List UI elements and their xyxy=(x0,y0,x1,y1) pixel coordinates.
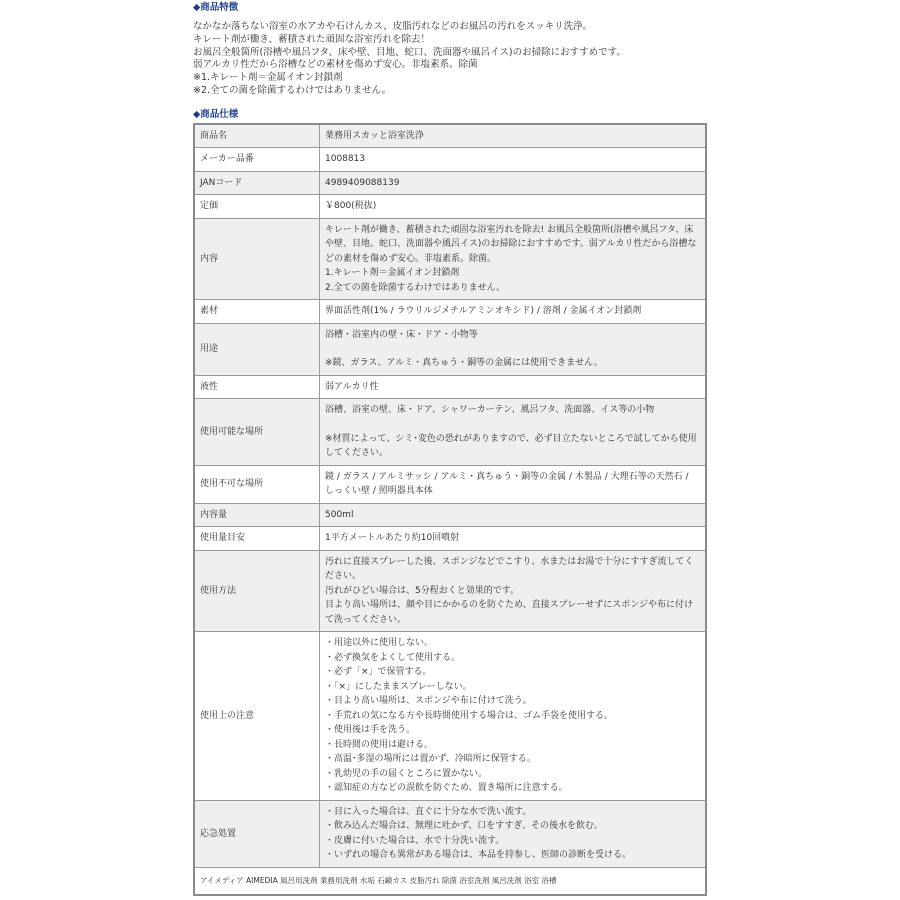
spec-label: 商品名 xyxy=(194,124,320,148)
spec-label: メーカー品番 xyxy=(194,148,320,172)
spec-value-line: 界面活性剤(1% / ラウリルジメチルアミンオキシド) / 溶剤 / 金属イオン封鎖剤 xyxy=(325,306,642,317)
spec-value-line: 鏡 / ガラス / アルミサッシ / アルミ・真ちゅう・銅等の金属 / 木製品 / 大理石等の天然石 / しっくい壁 / 照明器具本体 xyxy=(325,471,689,497)
features-line: ※1.キレート剤＝金属イオン封鎖剤 xyxy=(193,72,343,84)
spec-value-line: ・手荒れの気になる方や長時間使用する場合は、ゴム手袋を使用する。 xyxy=(325,710,614,721)
spec-value xyxy=(320,800,707,867)
spec-value xyxy=(320,323,707,375)
spec-value-line: 汚れに直接スプレーした後、スポンジなどでこすり、水またはお湯で十分にすすぎ流してください。 xyxy=(325,556,694,582)
spec-value xyxy=(320,218,707,300)
spec-label: 応急処置 xyxy=(194,800,320,867)
features-line: なかなか落ちない浴室の水アカや石けんカス、皮脂汚れなどのお風呂の汚れをスッキリ洗浄。 xyxy=(193,21,593,32)
spec-value xyxy=(320,503,707,527)
spec-value-line: 弱アルカリ性 xyxy=(325,381,379,392)
keywords-row xyxy=(194,867,706,895)
spec-value-line: キレート剤が働き、蓄積された頑固な浴室汚れを除去! お風呂全般箇所(浴槽や風呂フタ、床や壁、目地、蛇口、洗面器や風呂イス)のお掃除におすすめです。弱アルカリ性だから浴槽などの素材を傷めず安心。非塩素系。除菌。 xyxy=(325,224,697,264)
spec-label: 使用上の注意 xyxy=(194,632,320,801)
features-line: 弱アルカリ性だから浴槽などの素材を傷めず安心。非塩素系。除菌 xyxy=(193,59,478,71)
spec-value-line: ・目より高い場所は、スポンジや布に付けて洗う。 xyxy=(325,696,532,707)
features-text xyxy=(193,21,707,98)
keywords-text: アイメディア AIMEDIA 風呂用洗剤 業務用洗剤 水垢 石鹸カス 皮脂汚れ 除菌 浴室洗剤 風呂洗剤 浴室 浴槽 xyxy=(194,867,706,895)
spec-label: 使用方法 xyxy=(194,550,320,632)
table-row xyxy=(194,800,706,867)
spec-value-line: ・乳幼児の手の届くところに置かない。 xyxy=(325,768,488,779)
spec-value-line xyxy=(325,342,700,356)
table-row xyxy=(194,375,706,399)
spec-label: JANコード xyxy=(194,171,320,195)
spec-value xyxy=(320,148,707,172)
spec-value-line: ・必ず「×」で保管する。 xyxy=(325,667,432,678)
spec-value xyxy=(320,171,707,195)
spec-value xyxy=(320,465,707,503)
table-row xyxy=(194,300,706,324)
spec-value xyxy=(320,550,707,632)
spec-table xyxy=(193,123,707,897)
table-row xyxy=(194,124,706,148)
table-row xyxy=(194,171,706,195)
spec-value-line: 500ml xyxy=(325,509,354,520)
spec-value-line: ・長時間の使用は避ける。 xyxy=(325,739,434,750)
spec-value-line: ・用途以外に使用しない。 xyxy=(325,638,434,649)
spec-value xyxy=(320,375,707,399)
spec-label: 液性 xyxy=(194,375,320,399)
spec-value-line: 1平方メートルあたり約10回噴射 xyxy=(325,533,460,544)
table-row xyxy=(194,399,706,466)
spec-label: 内容量 xyxy=(194,503,320,527)
spec-value-line: 浴槽・浴室内の壁・床・ドア・小物等 xyxy=(325,329,478,340)
table-row xyxy=(194,195,706,219)
spec-value-line: 2.全ての菌を除菌するわけではありません。 xyxy=(325,282,506,293)
spec-label: 素材 xyxy=(194,300,320,324)
product-description xyxy=(193,0,707,896)
spec-value-line: 浴槽、浴室の壁、床・ドア、シャワーカーテン、風呂フタ、洗面器、イス等の小物 xyxy=(325,405,655,416)
spec-value-line: ￥800(税抜) xyxy=(325,201,377,212)
table-row xyxy=(194,527,706,551)
features-line: お風呂全般箇所(浴槽や風呂フタ、床や壁、目地、蛇口、洗面器や風呂イス)のお掃除におすすめです。 xyxy=(193,46,626,58)
features-line: キレート剤が働き、蓄積された頑固な浴室汚れを除去！ xyxy=(193,33,431,45)
features-line: ※2.全ての菌を除菌するわけではありません。 xyxy=(193,84,392,96)
spec-value xyxy=(320,399,707,466)
spec-value xyxy=(320,124,707,148)
spec-value xyxy=(320,632,707,801)
spec-value-line: 汚れがひどい場合は、5分程おくと効果的です。 xyxy=(325,585,520,596)
spec-value-line: 4989409088139 xyxy=(325,177,400,188)
table-row xyxy=(194,218,706,300)
table-row xyxy=(194,632,706,801)
spec-value xyxy=(320,195,707,219)
spec-value-line: ・認知症の方などの誤飲を防ぐため、置き場所に注意する。 xyxy=(325,783,568,794)
spec-value-line: ・高温･多湿の場所には置かず、冷暗所に保管する。 xyxy=(325,754,536,765)
table-row xyxy=(194,503,706,527)
spec-label: 定価 xyxy=(194,195,320,219)
spec-label: 使用可能な場所 xyxy=(194,399,320,466)
table-row xyxy=(194,323,706,375)
spec-value-line: ・飲み込んだ場合は、無理に吐かず、口をすすぎ、その後水を飲む。 xyxy=(325,821,604,832)
table-row xyxy=(194,148,706,172)
table-row xyxy=(194,465,706,503)
spec-label: 用途 xyxy=(194,323,320,375)
spec-value-line: ※鏡、ガラス、アルミ・真ちゅう・銅等の金属には使用できません。 xyxy=(325,358,603,369)
spec-value-line: ・皮膚に付いた場合は、水で十分洗い流す。 xyxy=(325,835,505,846)
spec-heading: ◆商品仕様 xyxy=(193,108,239,120)
spec-value-line: 1008813 xyxy=(325,154,366,165)
spec-value-line: ・必ず換気をよくして使用する。 xyxy=(325,652,461,663)
features-heading: ◆商品特徴 xyxy=(193,2,239,13)
spec-value-line: ・使用後は手を洗う。 xyxy=(325,725,416,736)
spec-value xyxy=(320,527,707,551)
spec-label: 内容 xyxy=(194,218,320,300)
table-row xyxy=(194,550,706,632)
spec-value-line: 1.キレート剤＝金属イオン封鎖剤 xyxy=(325,268,460,279)
spec-value xyxy=(320,300,707,324)
spec-label: 使用不可な場所 xyxy=(194,465,320,503)
spec-value-line: 業務用スカッと浴室洗浄 xyxy=(325,130,424,141)
spec-label: 使用量目安 xyxy=(194,527,320,551)
spec-value-line: ・いずれの場合も異常がある場合は、本品を持参し、医師の診断を受ける。 xyxy=(325,850,632,861)
spec-value-line: ※材質によって、シミ･変色の恐れがありますので、必ず目立たないところで試してから使用してください。 xyxy=(325,433,697,459)
spec-value-line: ・目に入った場合は、直ぐに十分な水で洗い流す。 xyxy=(325,806,532,817)
spec-value-line: ・「×」にしたままスプレーしない。 xyxy=(325,681,472,692)
spec-value-line: 目より高い場所は、顔や目にかかるのを防ぐため、直接スプレーせずにスポンジや布に付けて洗ってください。 xyxy=(325,600,694,625)
spec-value-line xyxy=(325,418,700,432)
